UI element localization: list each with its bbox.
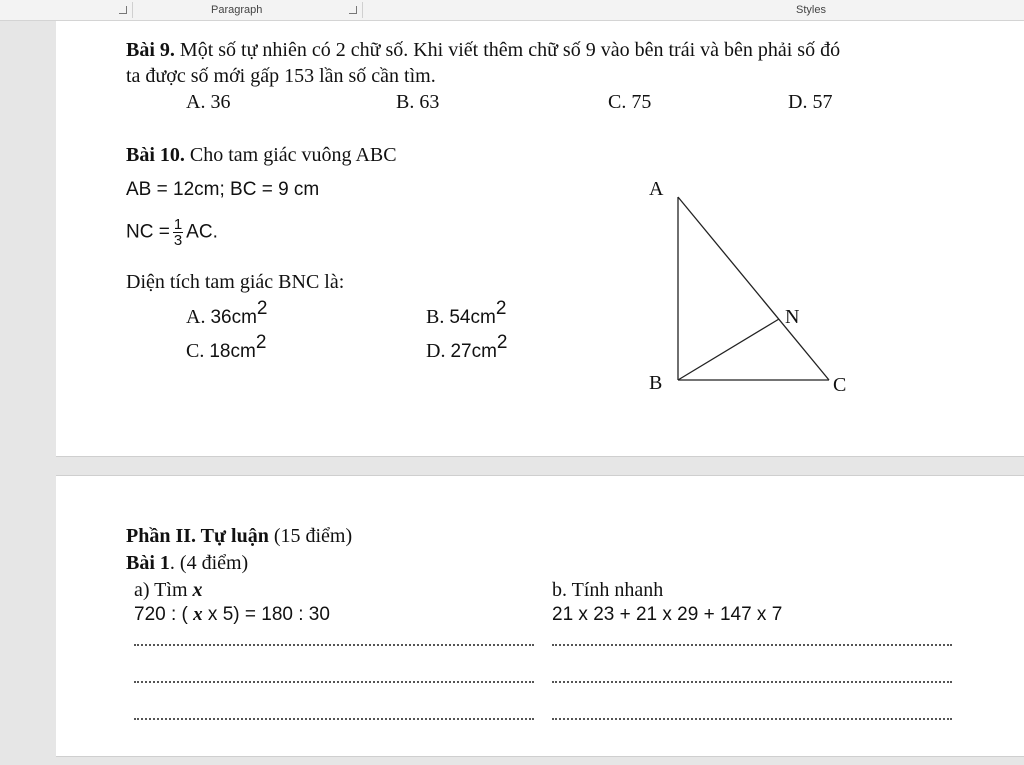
nc-prefix: NC = (126, 221, 170, 243)
part2-heading: Phần II. Tự luận (126, 525, 269, 547)
ribbon-separator (362, 2, 363, 18)
option-exponent: 2 (495, 298, 507, 320)
variable-x: x (193, 604, 203, 625)
option-value: 36cm (210, 307, 257, 328)
part2-heading-line (126, 524, 352, 548)
q10-option-d (426, 332, 508, 364)
answer-line-b3[interactable] (552, 718, 952, 720)
q10-nc-formula (126, 217, 218, 248)
q10-option-b (426, 298, 507, 330)
q9-option-b: B. 63 (396, 91, 440, 113)
q10-question: Diện tích tam giác BNC là: (126, 271, 345, 293)
nc-suffix: AC. (186, 221, 218, 243)
option-letter: D. (426, 340, 451, 362)
bai1-heading-line (126, 551, 248, 575)
fraction-one-third (173, 217, 183, 248)
option-value: 27cm (450, 341, 497, 362)
vertex-label-c: C (833, 374, 847, 396)
option-letter: B. (426, 306, 450, 328)
option-exponent: 2 (255, 332, 267, 354)
option-value: 18cm (209, 341, 256, 362)
segment-bn (678, 319, 779, 380)
part-a-label (134, 578, 203, 602)
q9-text: Một số tự nhiên có 2 chữ số. Khi viết thêm chữ số 9 vào bên trái và bên phải số đó (174, 39, 841, 61)
point-label-n: N (785, 306, 800, 328)
option-exponent: 2 (496, 332, 508, 354)
bai1-heading: Bài 1 (126, 552, 170, 574)
q9-line2: ta được số mới gấp 153 lần số cần tìm. (126, 65, 436, 87)
q9-option-d: D. 57 (788, 91, 833, 113)
q10-given-lengths: AB = 12cm; BC = 9 cm (126, 179, 320, 200)
part-a-prefix: a) Tìm (134, 579, 193, 601)
q10-option-a (186, 298, 268, 330)
vertex-label-a: A (649, 178, 664, 200)
variable-x: x (192, 579, 203, 601)
q10-intro: Cho tam giác vuông ABC (184, 144, 397, 166)
option-value: 54cm (449, 307, 496, 328)
equation-left: 720 : ( (134, 604, 194, 625)
part-a-equation (134, 603, 330, 627)
answer-line-a1[interactable] (134, 644, 534, 646)
fraction-denominator: 3 (173, 232, 183, 249)
q9-option-a: A. 36 (186, 91, 231, 113)
option-exponent: 2 (256, 298, 268, 320)
part2-points: (15 điểm) (268, 525, 353, 547)
q9-line1 (126, 38, 840, 62)
bai1-points: . (4 điểm) (169, 552, 249, 574)
triangle-figure (636, 171, 876, 401)
document-page-1[interactable] (56, 21, 1024, 457)
equation-right: x 5) = 180 : 30 (202, 604, 330, 625)
part-b-label: b. Tính nhanh (552, 579, 664, 601)
document-page-2[interactable] (56, 475, 1024, 757)
fraction-numerator: 1 (173, 216, 183, 233)
styles-group-label: Styles (796, 4, 826, 16)
answer-line-a3[interactable] (134, 718, 534, 720)
vertex-label-b: B (649, 372, 663, 394)
option-letter: C. (186, 340, 210, 362)
answer-line-b2[interactable] (552, 681, 952, 683)
answer-line-a2[interactable] (134, 681, 534, 683)
q10-heading: Bài 10. (126, 144, 185, 166)
part-b-expression: 21 x 23 + 21 x 29 + 147 x 7 (552, 604, 783, 625)
paragraph-launcher-icon[interactable] (349, 6, 357, 14)
answer-line-b1[interactable] (552, 644, 952, 646)
q10-option-c (186, 332, 267, 364)
option-letter: A. (186, 306, 211, 328)
q9-option-c: C. 75 (608, 91, 652, 113)
q10-intro-line (126, 143, 397, 167)
ribbon-separator (132, 2, 133, 18)
q9-heading: Bài 9. (126, 39, 175, 61)
paragraph-group-label: Paragraph (211, 4, 263, 16)
side-ac (678, 197, 829, 380)
dialog-launcher-icon[interactable] (119, 6, 127, 14)
ribbon-bar (0, 0, 1024, 21)
